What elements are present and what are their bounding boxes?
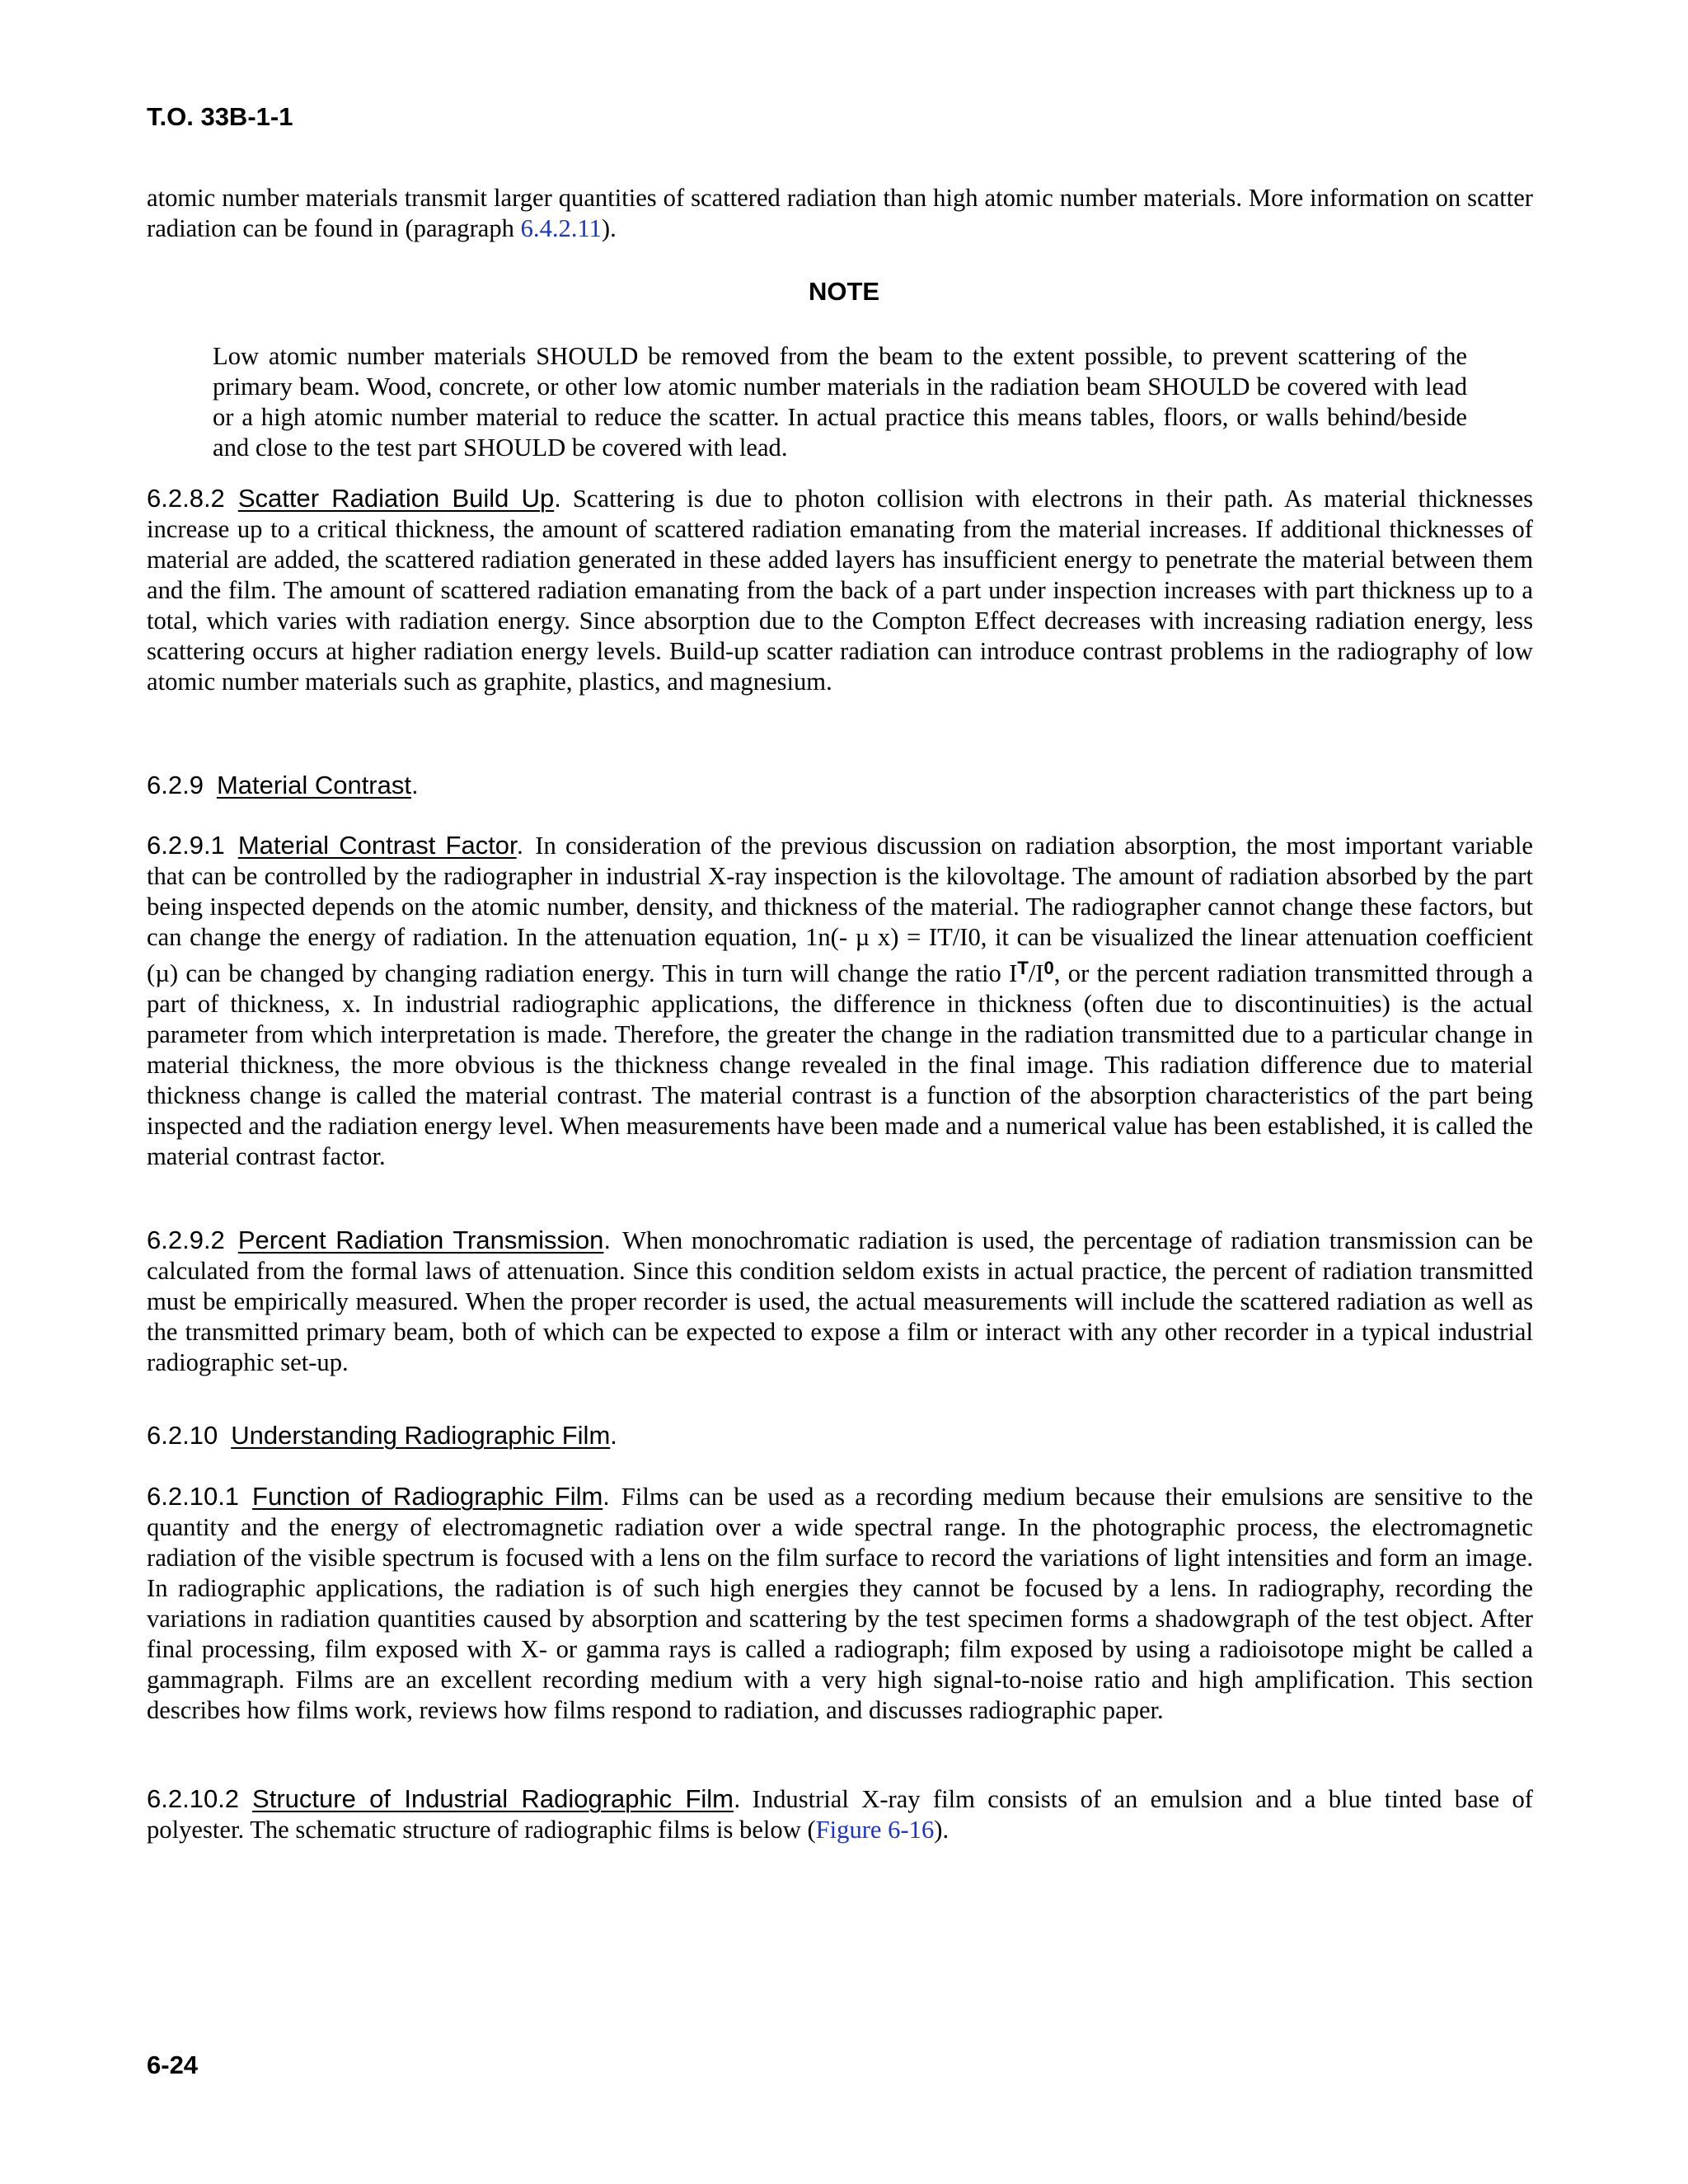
section-6-2-9-1: 6.2.9.1 Material Contrast Factor. In consideration of the previous discussion on radiation absorption, the most important variable that can be controlled by the radiographer in industrial X-ray inspection is the kilovoltage. The amount of radiation absorbed by the part being inspected depends on the atomic number, density, and thickness of the material. The radiographer cannot change these factors, but can change the energy of radiation. In the attenuation equation, 1n(- µ x) = IT/I0, it can be visualized the linear attenuation coefficient (µ) can be changed by changing radiation energy. This in turn will change the ratio $I^T/I^0$, or the percent radiation transmitted through a part of thickness, x. In industrial radiographic applications, the difference in thickness (often due to discontinuities) is the actual parameter from which interpretation is made. Therefore, the greater the change in the radiation transmitted due to a particular change in material thickness, the more obvious is the thickness change revealed in the final image. This radiation difference due to material thickness change is called the material contrast. The material contrast is a function of the absorption characteristics of the part being inspected and the radiation energy level. When measurements have been made and a numerical value has been established, it is called the material contrast factor. (147, 831, 1533, 1170)
note-text: Low atomic number materials SHOULD be removed from the beam to the extent possible, to prevent scattering of the primary beam. Wood, concrete, or other low atomic number materials in the radiation beam SHOULD be covered with lead or a high atomic number material to reduce the scatter. In actual practice this means tables, floors, or walls behind/beside and close to the test part SHOULD be covered with lead. (213, 342, 1467, 462)
section-number: 6.2.9 (147, 771, 204, 799)
section-text: Industrial X-ray film consists of an emulsion and a blue tinted base of polyester. The schematic structure of radiographic films is below ( (147, 1785, 1533, 1844)
section-text-b: , or the percent radiation transmitted through a part of thickness, x. In industrial radiographic applications, the difference in thickness (often due to discontinuities) is the actual parameter from which interpretation is made. Therefore, the greater the change in the radiation transmitted due to a particular change in material thickness, the more obvious is the thickness change revealed in the final image. This radiation difference due to material thickness change is called the material contrast. The material contrast is a function of the absorption characteristics of the part being inspected and the radiation energy level. When measurements have been made and a numerical value has been established, it is called the material contrast factor. (147, 959, 1533, 1170)
section-6-2-10-1: 6.2.10.1 Function of Radiographic Film. Films can be used as a recording medium because their emulsions are sensitive to the quantity and the energy of electromagnetic radiation over a wide spectral range. In the photographic process, the electromagnetic radiation of the visible spectrum is focused with a lens on the film surface to record the variations of light intensities and form an image. In radiographic applications, the radiation is of such high energies they cannot be focused by a lens. In radiography, recording the variations in radiation quantities caused by absorption and scattering by the test specimen forms a shadowgraph of the test object. After final processing, film exposed with X- or gamma rays is called a radiograph; film exposed by using a radioisotope might be called a gammagraph. Films are an excellent recording medium with a very high signal-to-noise ratio and high amplification. This section describes how films work, reviews how films respond to radiation, and discusses radiographic paper. (147, 1482, 1533, 1724)
figure-link[interactable]: Figure 6-16 (815, 1816, 935, 1844)
section-title: Function of Radiographic Film (252, 1482, 603, 1511)
section-number: 6.2.9.1 (147, 831, 225, 860)
section-6-2-8-2: 6.2.8.2 Scatter Radiation Build Up. Scattering is due to photon collision with electrons in their path. As material thicknesses increase up to a critical thickness, the amount of scattered radiation emanating from the material increases. If additional thicknesses of material are added, the scattered radiation generated in these added layers has insufficient energy to penetrate the material between them and the film. The amount of scattered radiation emanating from the back of a part under inspection increases with part thickness up to a total, which varies with radiation energy. Since absorption due to the Compton Effect decreases with increasing radiation energy, less scattering occurs at higher radiation energy levels. Build-up scatter radiation can introduce contrast problems in the radiography of low atomic number materials such as graphite, plastics, and magnesium. (147, 484, 1533, 696)
section-text: When monochromatic radiation is used, the percentage of radiation transmission can be calculated from the formal laws of attenuation. Since this condition seldom exists in actual practice, the percent of radiation transmitted must be empirically measured. When the proper recorder is used, the actual measurements will include the scattered radiation as well as the transmitted primary beam, both of which can be expected to expose a film or interact with any other recorder in a typical industrial radiographic set-up. (147, 1226, 1533, 1376)
section-number: 6.2.8.2 (147, 484, 225, 513)
section-text-a: In consideration of the previous discussion on radiation absorption, the most important variable that can be controlled by the radiographer in industrial X-ray inspection is the kilovoltage. The amount of radiation absorbed by the part being inspected depends on the atomic number, density, and thickness of the material. The radiographer cannot change these factors, but can change the energy of radiation. In the attenuation equation, 1n(- µ x) = IT/I0, it can be visualized the linear attenuation coefficient (µ) can be changed by changing radiation energy. This in turn will change the ratio I (147, 832, 1533, 987)
superscript-0: 0 (1043, 958, 1054, 978)
section-title: Material Contrast (216, 771, 411, 799)
section-tail: ). (934, 1816, 950, 1844)
section-text: Scattering is due to photon collision with electrons in their path. As material thicknesses increase up to a critical thickness, the amount of scattered radiation emanating from the material increases. If additional thicknesses of material are added, the scattered radiation generated in these added layers has insufficient energy to penetrate the material between them and the film. The amount of scattered radiation emanating from the back of a part under inspection increases with part thickness up to a total, which varies with radiation energy. Since absorption due to the Compton Effect decreases with increasing radiation energy, less scattering occurs at higher radiation energy levels. Build-up scatter radiation can introduce contrast problems in the radiography of low atomic number materials such as graphite, plastics, and magnesium. (147, 485, 1533, 696)
section-title: Percent Radiation Transmission (237, 1226, 604, 1254)
section-6-2-10: 6.2.10 Understanding Radiographic Film. (147, 1421, 617, 1450)
intro-tail: ). (601, 214, 617, 242)
section-number: 6.2.10.1 (147, 1482, 240, 1511)
note-title: NOTE (808, 277, 880, 306)
section-number: 6.2.10.2 (147, 1784, 240, 1813)
section-title: Scatter Radiation Build Up (237, 484, 555, 513)
section-number: 6.2.9.2 (147, 1226, 225, 1254)
section-title: Structure of Industrial Radiographic Film (252, 1784, 734, 1813)
document-header: T.O. 33B-1-1 (147, 102, 293, 131)
page-number: 6-24 (147, 2050, 199, 2079)
section-title: Understanding Radiographic Film (231, 1421, 611, 1450)
paragraph-link[interactable]: 6.4.2.11 (520, 214, 602, 242)
section-6-2-10-2: 6.2.10.2 Structure of Industrial Radiographic Film. Industrial X-ray film consists of an emulsion and a blue tinted base of polyester. The schematic structure of radiographic films is below (Figure 6-16). (147, 1784, 1533, 1844)
superscript-t: T (1017, 958, 1029, 978)
section-number: 6.2.10 (147, 1421, 218, 1450)
section-text: Films can be used as a recording medium because their emulsions are sensitive to the quantity and the energy of electromagnetic radiation over a wide spectral range. In the photographic process, the electromagnetic radiation of the visible spectrum is focused with a lens on the film surface to record the variations of light intensities and form an image. In radiographic applications, the radiation is of such high energies they cannot be focused by a lens. In radiography, recording the variations in radiation quantities caused by absorption and scattering by the test specimen forms a shadowgraph of the test object. After final processing, film exposed with X- or gamma rays is called a radiograph; film exposed by using a radioisotope might be called a gammagraph. Films are an excellent recording medium with a very high signal-to-noise ratio and high amplification. This section describes how films work, reviews how films respond to radiation, and discusses radiographic paper. (147, 1483, 1533, 1724)
section-6-2-9: 6.2.9 Material Contrast. (147, 771, 419, 799)
ratio-slash: /I (1028, 959, 1044, 987)
intro-text: atomic number materials transmit larger quantities of scattered radiation than high atomic number materials. More information on scatter radiation can be found in (paragraph (147, 184, 1533, 242)
intro-paragraph (147, 183, 1533, 244)
section-6-2-9-2: 6.2.9.2 Percent Radiation Transmission. When monochromatic radiation is used, the percentage of radiation transmission can be calculated from the formal laws of attenuation. Since this condition seldom exists in actual practice, the percent of radiation transmitted must be empirically measured. When the proper recorder is used, the actual measurements will include the scattered radiation as well as the transmitted primary beam, both of which can be expected to expose a film or interact with any other recorder in a typical industrial radiographic set-up. (147, 1226, 1533, 1376)
section-title: Material Contrast Factor (237, 831, 517, 860)
